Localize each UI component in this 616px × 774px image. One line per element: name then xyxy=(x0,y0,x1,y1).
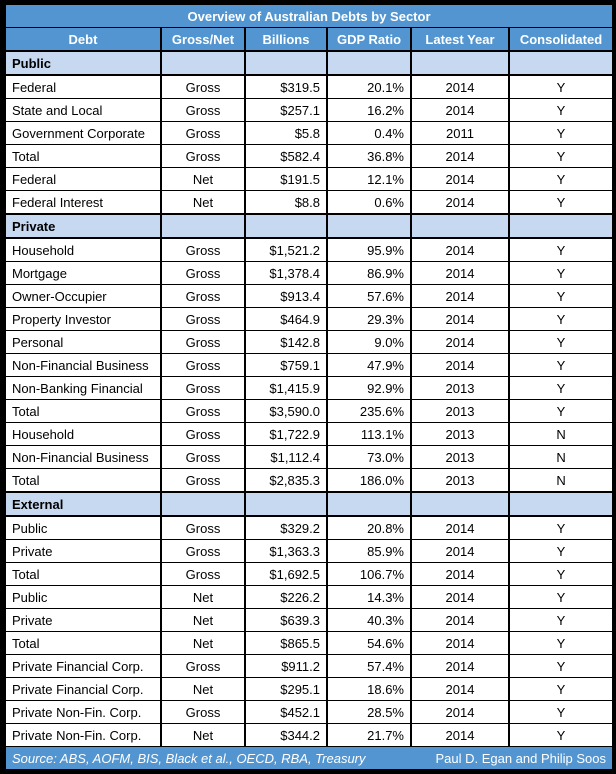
cell-billions: $142.8 xyxy=(245,331,327,354)
cell-debt: Total xyxy=(5,632,161,655)
table-row xyxy=(5,563,613,586)
cell-debt: Public xyxy=(5,516,161,540)
table-row xyxy=(5,285,613,308)
cell-latest-year: 2014 xyxy=(411,609,509,632)
table-row xyxy=(5,724,613,747)
section-empty-cell xyxy=(327,214,411,238)
cell-debt: Household xyxy=(5,238,161,262)
table-row xyxy=(5,701,613,724)
cell-consolidated: Y xyxy=(509,122,613,145)
cell-latest-year: 2014 xyxy=(411,168,509,191)
cell-gross-net: Gross xyxy=(161,354,245,377)
cell-gdp-ratio: 36.8% xyxy=(327,145,411,168)
cell-billions: $2,835.3 xyxy=(245,469,327,493)
cell-gross-net: Gross xyxy=(161,75,245,99)
cell-gdp-ratio: 106.7% xyxy=(327,563,411,586)
table-row xyxy=(5,238,613,262)
section-label: Private xyxy=(5,214,161,238)
title-row xyxy=(5,5,613,28)
section-empty-cell xyxy=(161,51,245,75)
cell-billions: $295.1 xyxy=(245,678,327,701)
cell-latest-year: 2014 xyxy=(411,191,509,215)
cell-debt: Owner-Occupier xyxy=(5,285,161,308)
cell-billions: $1,415.9 xyxy=(245,377,327,400)
cell-gdp-ratio: 92.9% xyxy=(327,377,411,400)
cell-billions: $344.2 xyxy=(245,724,327,747)
cell-billions: $3,590.0 xyxy=(245,400,327,423)
cell-latest-year: 2014 xyxy=(411,632,509,655)
cell-latest-year: 2014 xyxy=(411,586,509,609)
section-empty-cell xyxy=(245,51,327,75)
cell-consolidated: Y xyxy=(509,540,613,563)
cell-latest-year: 2014 xyxy=(411,655,509,678)
cell-latest-year: 2013 xyxy=(411,377,509,400)
column-header-debt: Debt xyxy=(5,28,161,52)
table-row xyxy=(5,75,613,99)
footer-row xyxy=(5,747,613,770)
cell-debt: Federal xyxy=(5,168,161,191)
cell-gdp-ratio: 18.6% xyxy=(327,678,411,701)
cell-gross-net: Net xyxy=(161,632,245,655)
cell-gdp-ratio: 113.1% xyxy=(327,423,411,446)
cell-billions: $639.3 xyxy=(245,609,327,632)
cell-gross-net: Gross xyxy=(161,446,245,469)
cell-gross-net: Gross xyxy=(161,423,245,446)
column-header-consolidated: Consolidated xyxy=(509,28,613,52)
cell-billions: $911.2 xyxy=(245,655,327,678)
cell-gross-net: Gross xyxy=(161,238,245,262)
section-empty-cell xyxy=(327,492,411,516)
cell-debt: Non-Banking Financial xyxy=(5,377,161,400)
cell-latest-year: 2014 xyxy=(411,540,509,563)
section-empty-cell xyxy=(245,214,327,238)
cell-debt: Non-Financial Business xyxy=(5,446,161,469)
cell-billions: $1,692.5 xyxy=(245,563,327,586)
cell-gdp-ratio: 0.4% xyxy=(327,122,411,145)
cell-debt: Total xyxy=(5,400,161,423)
cell-consolidated: N xyxy=(509,423,613,446)
cell-gdp-ratio: 16.2% xyxy=(327,99,411,122)
cell-consolidated: Y xyxy=(509,563,613,586)
table-row xyxy=(5,99,613,122)
cell-consolidated: Y xyxy=(509,678,613,701)
cell-debt: Private Non-Fin. Corp. xyxy=(5,724,161,747)
cell-debt: Private xyxy=(5,540,161,563)
section-row-private xyxy=(5,214,613,238)
section-empty-cell xyxy=(161,214,245,238)
cell-consolidated: Y xyxy=(509,632,613,655)
cell-gross-net: Gross xyxy=(161,99,245,122)
cell-latest-year: 2013 xyxy=(411,469,509,493)
cell-gdp-ratio: 28.5% xyxy=(327,701,411,724)
cell-consolidated: N xyxy=(509,469,613,493)
cell-latest-year: 2013 xyxy=(411,446,509,469)
table-row xyxy=(5,586,613,609)
table-row xyxy=(5,446,613,469)
cell-latest-year: 2014 xyxy=(411,75,509,99)
column-header-gross-net: Gross/Net xyxy=(161,28,245,52)
cell-latest-year: 2013 xyxy=(411,400,509,423)
cell-debt: Non-Financial Business xyxy=(5,354,161,377)
cell-gross-net: Gross xyxy=(161,400,245,423)
cell-gdp-ratio: 73.0% xyxy=(327,446,411,469)
table-row xyxy=(5,122,613,145)
cell-debt: Federal Interest xyxy=(5,191,161,215)
cell-consolidated: N xyxy=(509,446,613,469)
cell-gdp-ratio: 40.3% xyxy=(327,609,411,632)
cell-latest-year: 2014 xyxy=(411,563,509,586)
cell-gdp-ratio: 20.1% xyxy=(327,75,411,99)
cell-gross-net: Net xyxy=(161,609,245,632)
table-head xyxy=(5,5,613,52)
cell-debt: Mortgage xyxy=(5,262,161,285)
cell-consolidated: Y xyxy=(509,354,613,377)
cell-billions: $1,378.4 xyxy=(245,262,327,285)
section-row-external xyxy=(5,492,613,516)
cell-consolidated: Y xyxy=(509,191,613,215)
cell-gross-net: Net xyxy=(161,724,245,747)
table-row xyxy=(5,400,613,423)
cell-billions: $1,363.3 xyxy=(245,540,327,563)
cell-debt: Personal xyxy=(5,331,161,354)
cell-gross-net: Gross xyxy=(161,145,245,168)
table-row xyxy=(5,168,613,191)
table-row xyxy=(5,516,613,540)
cell-gdp-ratio: 12.1% xyxy=(327,168,411,191)
cell-gdp-ratio: 47.9% xyxy=(327,354,411,377)
footer-inner xyxy=(12,751,606,766)
cell-debt: Property Investor xyxy=(5,308,161,331)
table-row xyxy=(5,632,613,655)
column-header-gdp-ratio: GDP Ratio xyxy=(327,28,411,52)
cell-gdp-ratio: 54.6% xyxy=(327,632,411,655)
cell-gross-net: Gross xyxy=(161,285,245,308)
cell-billions: $257.1 xyxy=(245,99,327,122)
table-row xyxy=(5,262,613,285)
cell-billions: $452.1 xyxy=(245,701,327,724)
cell-gdp-ratio: 14.3% xyxy=(327,586,411,609)
section-empty-cell xyxy=(327,51,411,75)
section-empty-cell xyxy=(509,492,613,516)
cell-billions: $191.5 xyxy=(245,168,327,191)
cell-consolidated: Y xyxy=(509,145,613,168)
cell-gross-net: Gross xyxy=(161,469,245,493)
cell-debt: Private xyxy=(5,609,161,632)
table-row xyxy=(5,609,613,632)
cell-debt: Private Financial Corp. xyxy=(5,678,161,701)
cell-consolidated: Y xyxy=(509,308,613,331)
table-row xyxy=(5,377,613,400)
table-body xyxy=(5,51,613,747)
section-label: External xyxy=(5,492,161,516)
cell-billions: $226.2 xyxy=(245,586,327,609)
cell-consolidated: Y xyxy=(509,609,613,632)
cell-billions: $5.8 xyxy=(245,122,327,145)
cell-billions: $319.5 xyxy=(245,75,327,99)
cell-gross-net: Net xyxy=(161,168,245,191)
column-header-billions: Billions xyxy=(245,28,327,52)
table-row xyxy=(5,423,613,446)
cell-latest-year: 2014 xyxy=(411,285,509,308)
cell-latest-year: 2014 xyxy=(411,238,509,262)
cell-consolidated: Y xyxy=(509,377,613,400)
cell-latest-year: 2014 xyxy=(411,354,509,377)
cell-consolidated: Y xyxy=(509,75,613,99)
cell-gross-net: Net xyxy=(161,191,245,215)
cell-consolidated: Y xyxy=(509,655,613,678)
cell-gdp-ratio: 20.8% xyxy=(327,516,411,540)
footer-cell xyxy=(5,747,613,770)
cell-latest-year: 2014 xyxy=(411,701,509,724)
cell-debt: Total xyxy=(5,145,161,168)
cell-latest-year: 2014 xyxy=(411,308,509,331)
cell-consolidated: Y xyxy=(509,285,613,308)
cell-consolidated: Y xyxy=(509,238,613,262)
source-note: Source: ABS, AOFM, BIS, Black et al., OECD, RBA, Treasury xyxy=(12,750,366,766)
table-row xyxy=(5,678,613,701)
section-empty-cell xyxy=(161,492,245,516)
cell-debt: Total xyxy=(5,469,161,493)
table-row xyxy=(5,145,613,168)
table-foot xyxy=(5,747,613,770)
cell-debt: Private Non-Fin. Corp. xyxy=(5,701,161,724)
cell-latest-year: 2014 xyxy=(411,678,509,701)
cell-billions: $759.1 xyxy=(245,354,327,377)
table-row xyxy=(5,469,613,493)
cell-gdp-ratio: 29.3% xyxy=(327,308,411,331)
cell-latest-year: 2014 xyxy=(411,724,509,747)
section-empty-cell xyxy=(411,214,509,238)
column-header-latest-year: Latest Year xyxy=(411,28,509,52)
table-row xyxy=(5,655,613,678)
table-row xyxy=(5,331,613,354)
cell-consolidated: Y xyxy=(509,516,613,540)
cell-gdp-ratio: 57.4% xyxy=(327,655,411,678)
table-row xyxy=(5,308,613,331)
cell-billions: $329.2 xyxy=(245,516,327,540)
cell-latest-year: 2014 xyxy=(411,331,509,354)
cell-latest-year: 2011 xyxy=(411,122,509,145)
cell-gross-net: Gross xyxy=(161,262,245,285)
cell-gross-net: Gross xyxy=(161,540,245,563)
cell-billions: $1,722.9 xyxy=(245,423,327,446)
cell-gdp-ratio: 186.0% xyxy=(327,469,411,493)
authors: Paul D. Egan and Philip Soos xyxy=(435,750,607,766)
cell-gross-net: Gross xyxy=(161,377,245,400)
cell-gross-net: Gross xyxy=(161,331,245,354)
cell-billions: $913.4 xyxy=(245,285,327,308)
section-empty-cell xyxy=(509,214,613,238)
section-empty-cell xyxy=(509,51,613,75)
cell-gross-net: Gross xyxy=(161,563,245,586)
cell-gdp-ratio: 21.7% xyxy=(327,724,411,747)
cell-gross-net: Gross xyxy=(161,308,245,331)
table-row xyxy=(5,354,613,377)
cell-gdp-ratio: 9.0% xyxy=(327,331,411,354)
cell-gross-net: Gross xyxy=(161,516,245,540)
cell-latest-year: 2014 xyxy=(411,516,509,540)
cell-consolidated: Y xyxy=(509,400,613,423)
cell-debt: Household xyxy=(5,423,161,446)
section-label: Public xyxy=(5,51,161,75)
section-row-public xyxy=(5,51,613,75)
cell-gross-net: Gross xyxy=(161,655,245,678)
cell-debt: Federal xyxy=(5,75,161,99)
cell-debt: Total xyxy=(5,563,161,586)
column-header-row xyxy=(5,28,613,52)
cell-consolidated: Y xyxy=(509,99,613,122)
cell-gdp-ratio: 86.9% xyxy=(327,262,411,285)
cell-latest-year: 2014 xyxy=(411,145,509,168)
cell-latest-year: 2014 xyxy=(411,262,509,285)
debt-table xyxy=(4,4,614,770)
cell-gross-net: Net xyxy=(161,586,245,609)
cell-consolidated: Y xyxy=(509,701,613,724)
cell-consolidated: Y xyxy=(509,331,613,354)
cell-gross-net: Gross xyxy=(161,701,245,724)
cell-gdp-ratio: 0.6% xyxy=(327,191,411,215)
cell-debt: Private Financial Corp. xyxy=(5,655,161,678)
cell-billions: $1,521.2 xyxy=(245,238,327,262)
cell-debt: Public xyxy=(5,586,161,609)
cell-billions: $582.4 xyxy=(245,145,327,168)
cell-billions: $865.5 xyxy=(245,632,327,655)
section-empty-cell xyxy=(411,492,509,516)
cell-gdp-ratio: 85.9% xyxy=(327,540,411,563)
cell-billions: $8.8 xyxy=(245,191,327,215)
cell-gdp-ratio: 95.9% xyxy=(327,238,411,262)
cell-consolidated: Y xyxy=(509,168,613,191)
table-row xyxy=(5,540,613,563)
cell-billions: $464.9 xyxy=(245,308,327,331)
cell-debt: Government Corporate xyxy=(5,122,161,145)
section-empty-cell xyxy=(245,492,327,516)
cell-gross-net: Net xyxy=(161,678,245,701)
cell-billions: $1,112.4 xyxy=(245,446,327,469)
cell-latest-year: 2013 xyxy=(411,423,509,446)
section-empty-cell xyxy=(411,51,509,75)
table-row xyxy=(5,191,613,215)
cell-latest-year: 2014 xyxy=(411,99,509,122)
cell-consolidated: Y xyxy=(509,586,613,609)
cell-debt: State and Local xyxy=(5,99,161,122)
cell-consolidated: Y xyxy=(509,262,613,285)
table-title: Overview of Australian Debts by Sector xyxy=(5,5,613,28)
cell-consolidated: Y xyxy=(509,724,613,747)
cell-gross-net: Gross xyxy=(161,122,245,145)
cell-gdp-ratio: 235.6% xyxy=(327,400,411,423)
cell-gdp-ratio: 57.6% xyxy=(327,285,411,308)
